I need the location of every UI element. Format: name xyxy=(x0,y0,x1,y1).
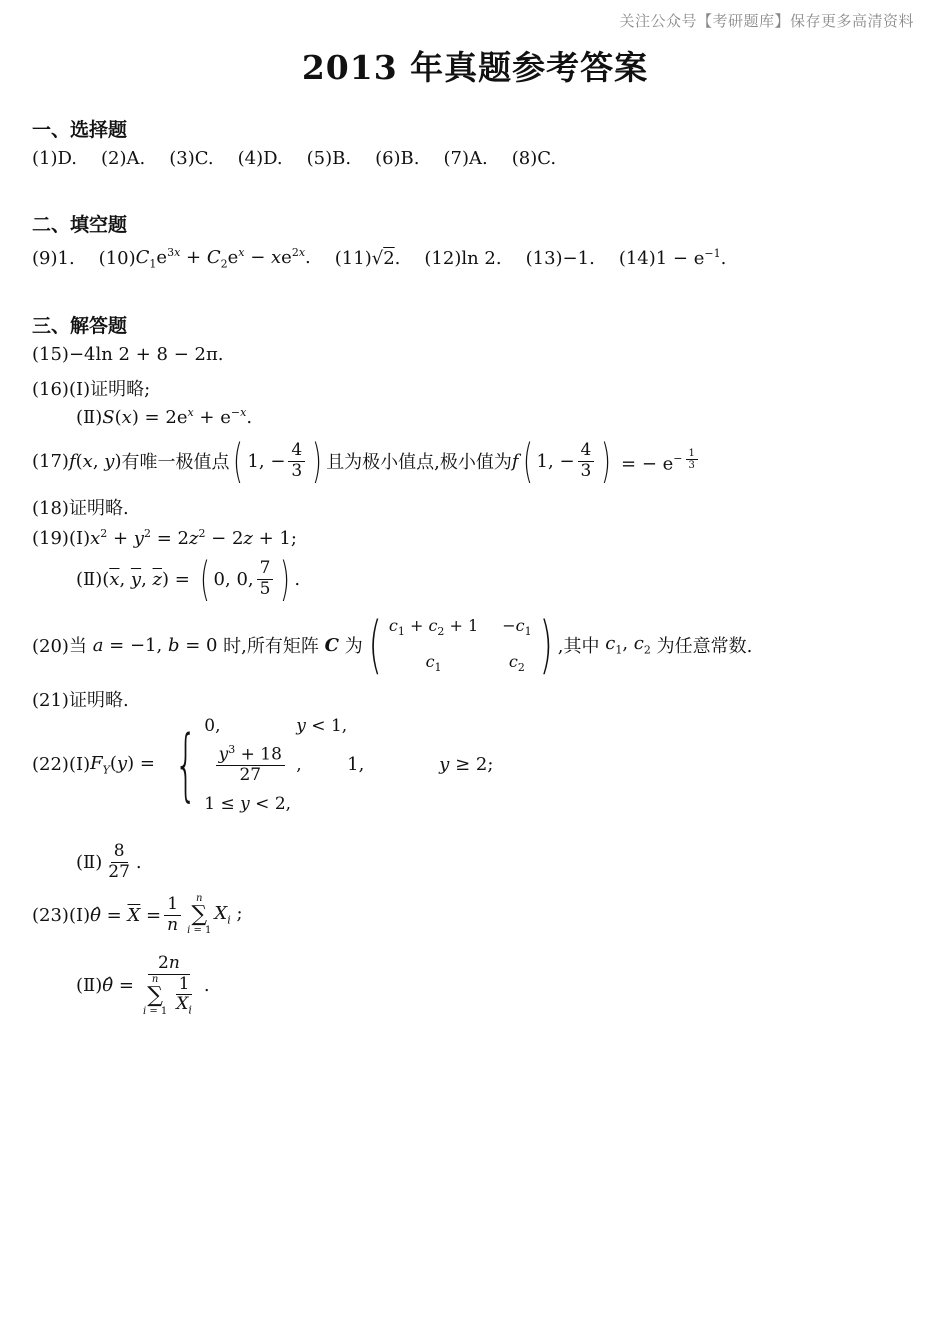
watermark-text: 关注公众号【考研题库】保存更多高清资料 xyxy=(619,12,914,30)
answer-3: (3)C. xyxy=(169,148,214,169)
answer-4: (4)D. xyxy=(237,148,283,169)
answer-1: (1)D. xyxy=(32,148,78,169)
answer-6: (6)B. xyxy=(375,148,420,169)
section-heading-solve: 三、解答题 xyxy=(32,315,128,337)
choice-answers xyxy=(32,148,556,169)
answer-16-part2: (Ⅱ) $S(x) = 2e^x + e^{-x}$. xyxy=(76,406,253,428)
answer-23-part2: (Ⅱ) θ̂ = 2n n ∑ i = 1 $\frac{1}{X_i}$ . xyxy=(76,953,210,1017)
answer-10-expr: $C_1e^{3x} + C_2e^x - xe^{2x}$. xyxy=(135,246,311,271)
answer-22-part1: (22)(Ⅰ) $F_Y(y)$ = { 0, y < 1, $\frac{y^3 + 18}{27}$ , 1 ≤ y < 2, 1, y ≥ 2; xyxy=(32,716,494,814)
answer-17: (17) f(x, y) 有唯一极值点 ( 1, − $\frac{4}{3}$ ) 且为极小值点,极小值为 f ( 1, − $\frac{4}{3}$ ) = − $e^{- \frac{1}{3}}$ xyxy=(32,438,701,484)
answer-18: (18)证明略. xyxy=(32,498,129,519)
answer-16-part1: (16)(Ⅰ)证明略; xyxy=(32,379,151,400)
section-heading-choice: 一、选择题 xyxy=(32,119,128,141)
answer-11-expr: √2. xyxy=(371,247,401,269)
answer-7: (7)A. xyxy=(443,148,488,169)
answer-19-part1: (19)(Ⅰ) $x^2 + y^2 = 2z^2 - 2z + 1$; xyxy=(32,527,297,549)
section-heading-fill: 二、填空题 xyxy=(32,214,128,236)
answer-12: (12)ln 2. xyxy=(424,247,502,269)
answer-9: (9)1. xyxy=(32,247,75,269)
answer-14: $(14)1 - e^{-1}$. xyxy=(618,247,727,270)
answer-15: (15)−4ln 2 + 8 − 2π. xyxy=(32,344,224,365)
answer-22-part2: (Ⅱ) $\frac{8}{27}$ . xyxy=(76,841,142,882)
answer-8: (8)C. xyxy=(511,148,557,169)
answer-20: (20)当 a = −1, b = 0 时,所有矩阵 C 为 ( $c_1 + c_2 + 1$ $-c_1$ $c_1$ $c_2$ ) ,其中 $c_1$, $c_2$ 为任意常数. xyxy=(32,608,753,681)
fill-answers xyxy=(32,246,726,271)
answer-19-part2: (Ⅱ) ($\overline{x}$, $\overline{y}$, $\overline{z}$) = ( 0, 0, $\frac{7}{5}$ ) . xyxy=(76,552,301,606)
answer-13: (13)−1. xyxy=(525,247,595,269)
answer-5: (5)B. xyxy=(306,148,352,169)
answer-11-label: (11) xyxy=(334,247,372,269)
answer-21: (21)证明略. xyxy=(32,690,129,711)
answer-23-part1: (23)(Ⅰ) θ̂ = $\overline{X}$ = $\frac{1}{n}$ n ∑ i = 1 $X_i$ ; xyxy=(32,893,243,936)
answer-10-label: (10) xyxy=(98,247,136,269)
page-title: 2013 年真题参考答案 xyxy=(301,48,649,87)
answer-2: (2)A. xyxy=(101,148,146,169)
